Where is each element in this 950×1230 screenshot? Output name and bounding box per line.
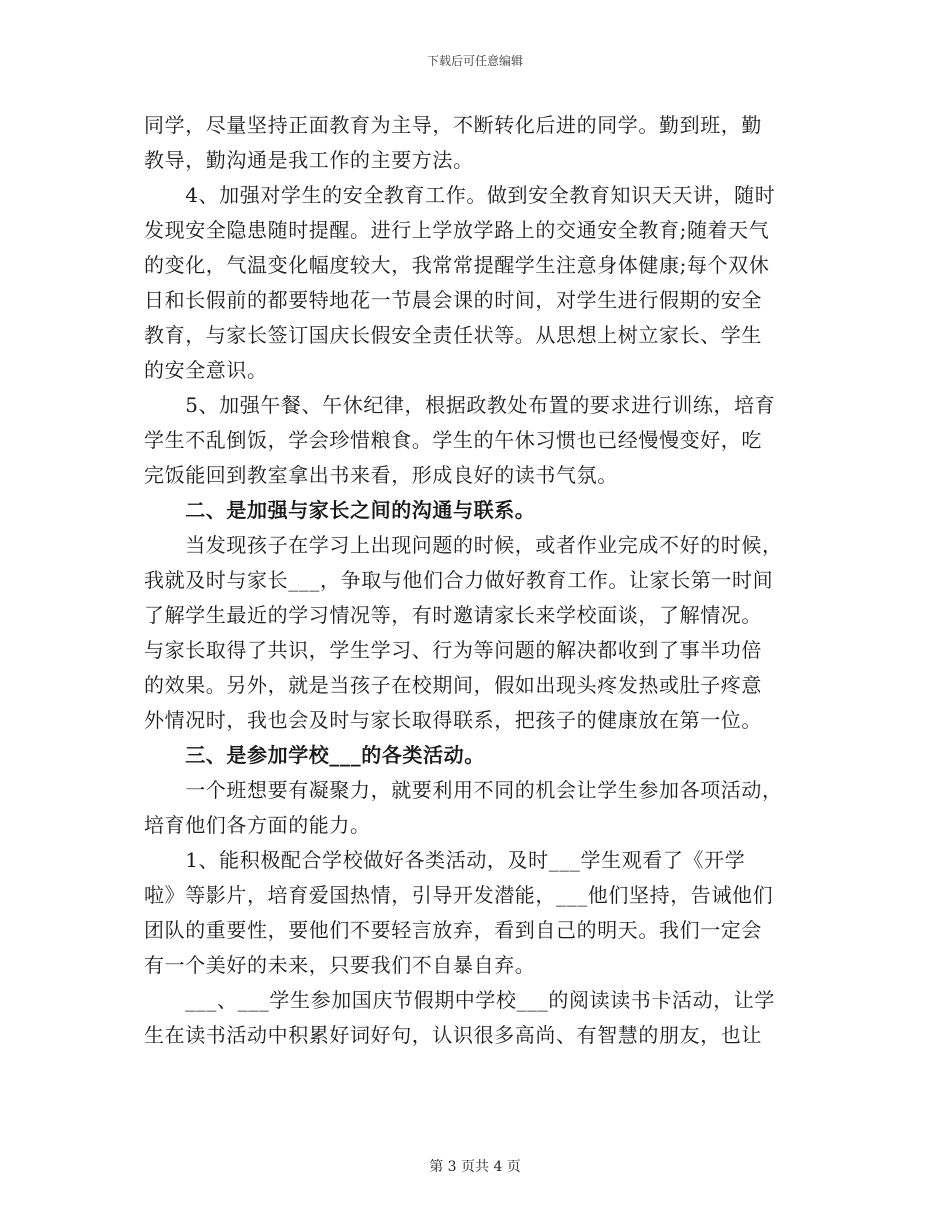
body-line: 生在读书活动中积累好词好句，认识很多高尚、有智慧的朋友，也让 (144, 1023, 762, 1047)
body-line: 外情况时，我也会及时与家长取得联系，把孩子的健康放在第一位。 (144, 708, 762, 732)
body-line: ___、___学生参加国庆节假期中学校___的阅读读书卡活动，让学 (144, 988, 775, 1012)
body-line: 教育，与家长签订国庆长假安全责任状等。从思想上树立家长、学生 (144, 323, 762, 347)
section-heading: 二、是加强与家长之间的沟通与联系。 (144, 498, 536, 522)
body-line: 一个班想要有凝聚力，就要利用不同的机会让学生参加各项活动， (144, 778, 783, 802)
body-line: 了解学生最近的学习情况等，有时邀请家长来学校面谈，了解情况。 (144, 603, 762, 627)
body-line: 学生不乱倒饭，学会珍惜粮食。学生的午休习惯也已经慢慢变好，吃 (144, 428, 762, 452)
body-line: 同学，尽量坚持正面教育为主导，不断转化后进的同学。勤到班，勤 (144, 113, 762, 137)
body-line: 5、加强午餐、午休纪律，根据政教处布置的要求进行训练，培育 (144, 393, 776, 417)
body-line: 有一个美好的未来，只要我们不自暴自弃。 (144, 953, 536, 977)
page-footer: 第 3 页共 4 页 (429, 1159, 521, 1175)
body-line: 1、能积极配合学校做好各类活动，及时___学生观看了《开学 (144, 848, 746, 872)
body-line: 的效果。另外，就是当孩子在校期间，假如出现头疼发热或肚子疼意 (144, 673, 762, 697)
body-line: 与家长取得了共识，学生学习、行为等问题的解决都收到了事半功倍 (144, 638, 762, 662)
body-line: 啦》等影片，培育爱国热情，引导开发潜能，___他们坚持，告诫他们 (144, 883, 774, 907)
body-line: 培育他们各方面的能力。 (144, 813, 371, 837)
page-header: 下载后可任意编辑 (426, 54, 523, 68)
body-line: 当发现孩子在学习上出现问题的时候，或者作业完成不好的时候， (144, 533, 783, 557)
section-heading: 三、是参加学校___的各类活动。 (144, 743, 485, 767)
body-line: 的变化，气温变化幅度较大，我常常提醒学生注意身体健康;每个双休 (144, 253, 770, 277)
body-line: 我就及时与家长___，争取与他们合力做好教育工作。让家长第一时间 (144, 568, 774, 592)
body-line: 4、加强对学生的安全教育工作。做到安全教育知识天天讲，随时 (144, 183, 776, 207)
document-body (144, 108, 804, 1053)
body-line: 的安全意识。 (144, 358, 268, 382)
body-line: 团队的重要性，要他们不要轻言放弃，看到自己的明天。我们一定会 (144, 918, 762, 942)
body-line: 发现安全隐患随时提醒。进行上学放学路上的交通安全教育;随着天气 (144, 218, 770, 242)
body-line: 教导，勤沟通是我工作的主要方法。 (144, 148, 474, 172)
body-line: 日和长假前的都要特地花一节晨会课的时间，对学生进行假期的安全 (144, 288, 762, 312)
body-line: 完饭能回到教室拿出书来看，形成良好的读书气氛。 (144, 463, 618, 487)
